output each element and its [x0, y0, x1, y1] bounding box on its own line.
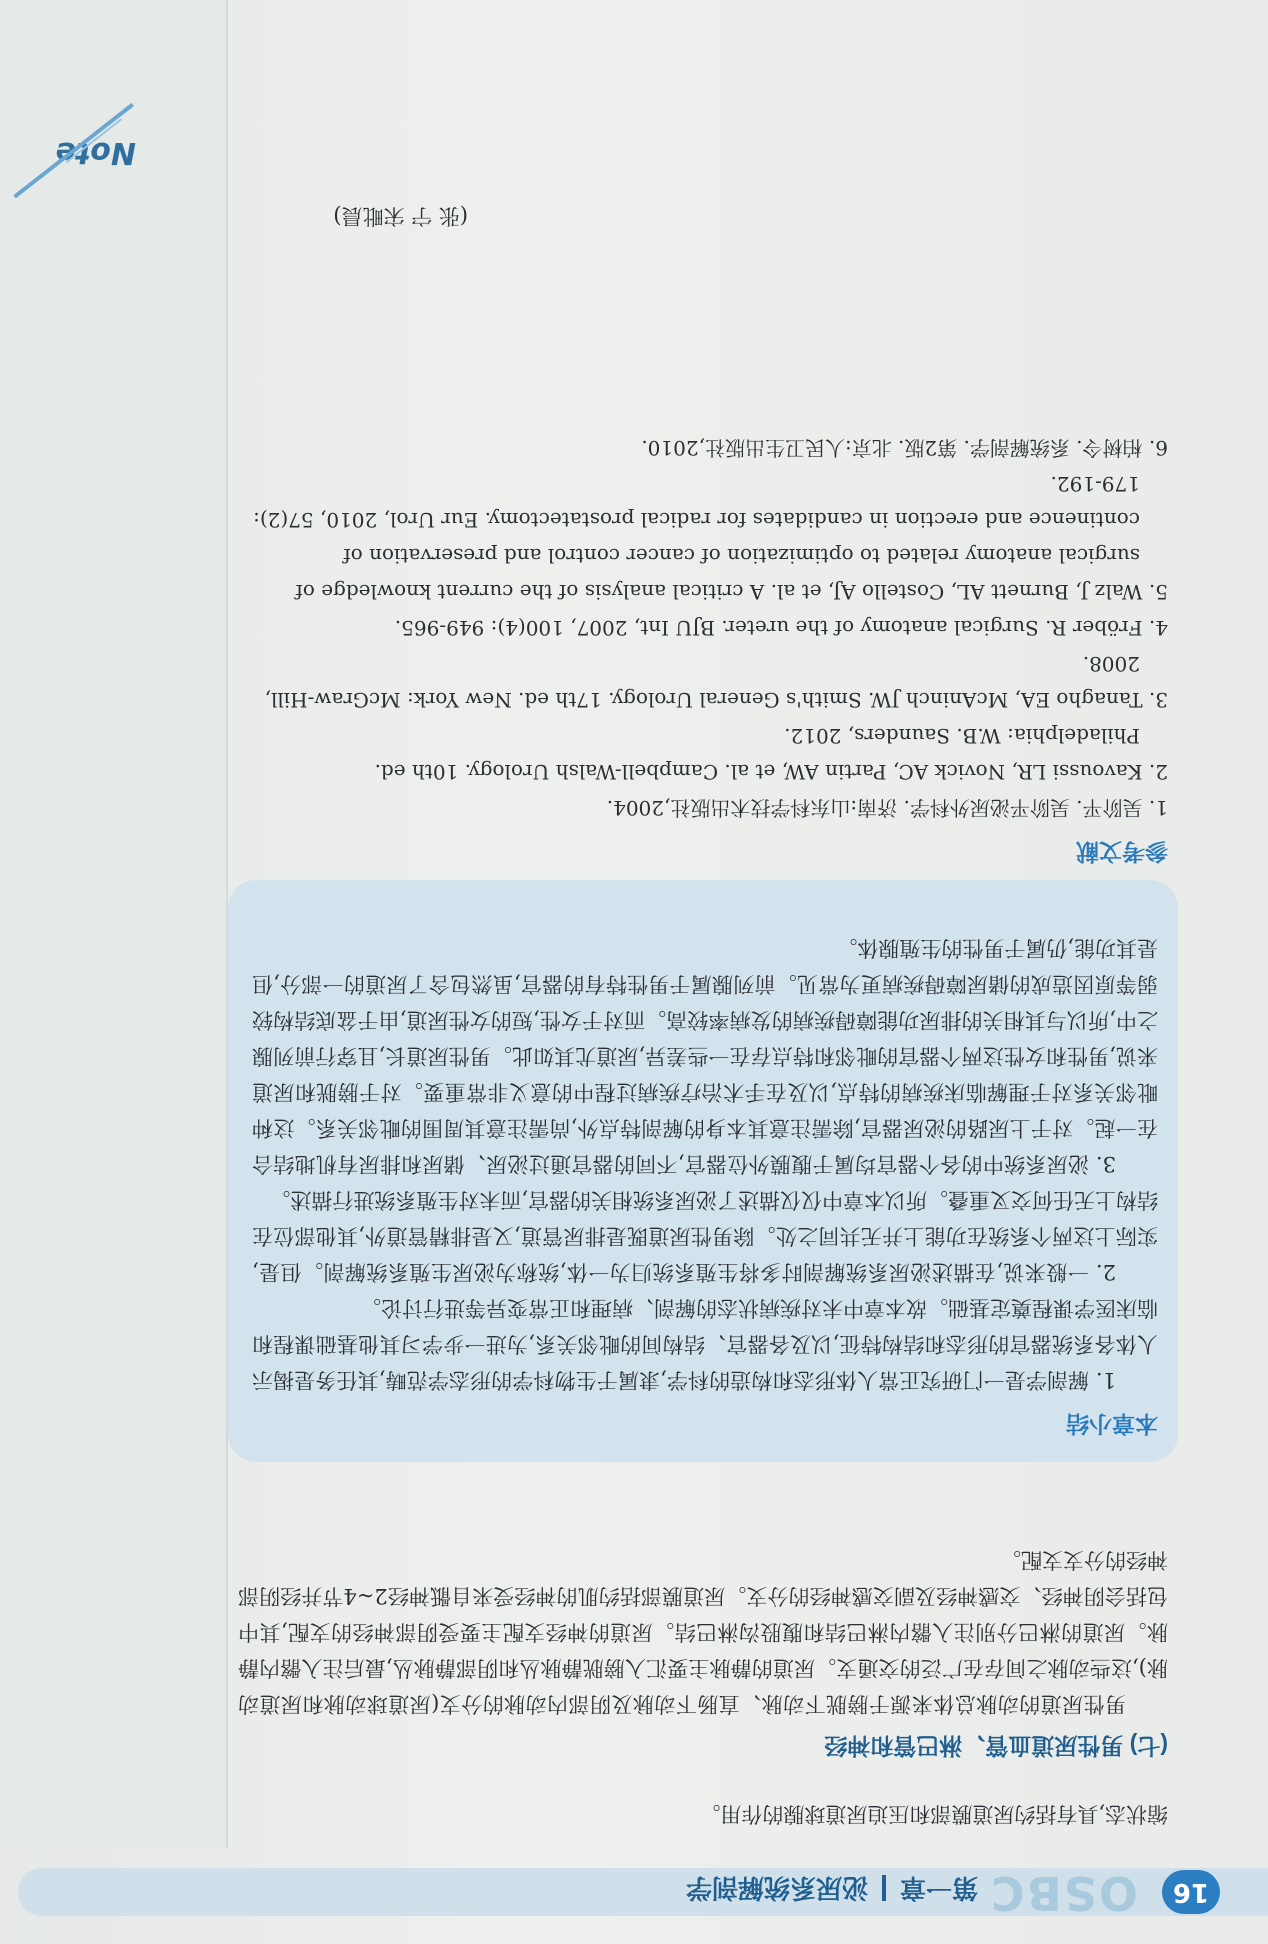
chapter-name: 泌尿系统解剖学	[685, 1873, 868, 1903]
series-logo: OSBC	[988, 1866, 1138, 1920]
reference-list	[238, 430, 1168, 826]
note-label: Note	[55, 135, 136, 170]
reference-item: 5. Walz J, Burnett AL, Costello AJ, et al. A critical analysis of the current knowledge of surgical anatomy related to optimization of cancer control and preservation of continence and erection in candidates for radical prostatectomy. Eur Urol, 2010, 57(2): 179-192.	[253, 472, 1168, 604]
section-paragraph: 男性尿道的动脉总体来源于膀胱下动脉、直肠下动脉及阴部内动脉的分支(尿道球动脉和尿道动脉),这些动脉之间存在广泛的交通支。尿道的静脉主要汇入膀胱静脉丛和阴部静脉丛,最后注入髂内静脉。尿道的淋巴分别注入髂内淋巴结和腹股沟淋巴结。尿道的神经支配主要受阴部神经的支配,其中包括会阴神经、交感神经及副交感神经的分支。尿道膜部括约肌的神经受来自骶神经2~4节并经阴部神经的分支支配。	[238, 1548, 1168, 1716]
intro-paragraph	[238, 1796, 1168, 1832]
chapter-title	[686, 1871, 978, 1908]
right-margin	[0, 0, 228, 1848]
summary-body	[252, 930, 1158, 1398]
reference-item: 3. Tanagho EA, McAninch JW. Smith's General Urology. 17th ed. New York: McGraw-Hill, 2008.	[264, 652, 1168, 712]
chapter-label: 第一章	[899, 1873, 978, 1903]
page-number: 16	[1162, 1870, 1220, 1914]
chapter-separator	[882, 1875, 886, 1901]
summary-title: 本章小结	[1066, 1411, 1158, 1437]
reference-item: 2. Kavoussi LR, Novick AC, Partin AW, et al. Campbell-Walsh Urology. 10th ed. Philadelphia: W.B. Saunders, 2012.	[374, 724, 1168, 784]
reference-item: 4. Fröber R. Surgical anatomy of the ureter. BJU Int, 2007, 100(4): 949-965.	[394, 616, 1168, 640]
intro-text: 缩状态,具有括约尿道膜部和压迫尿道球腺的作用。	[699, 1802, 1168, 1826]
reference-item: 1. 吴阶平. 吴阶平泌尿外科学. 济南:山东科学技术出版社,2004.	[606, 796, 1168, 820]
note-badge	[18, 104, 148, 184]
chapter-authors: (张 宁 宋毗晨)	[333, 204, 468, 228]
references-title: 参考文献	[1076, 839, 1168, 865]
summary-paragraph: 3. 泌尿系统中的各个器官均属于腹膜外位器官,不同的器官通过泌尿、储尿和排尿有机地结合在一起。对于上尿路的泌尿器官,除需注意其本身的解剖特点外,尚需注意其周围的毗邻关系。这种毗邻关系对于理解临床疾病的特点,以及在手术治疗疾病过程中的意义非常重要。对于膀胱和尿道来说,男性和女性这两个器官的毗邻和特点存在一些差异,尿道尤其如此。男性尿道长,且穿行前列腺之中,所以与其相关的排尿功能障碍疾病的发病率较高。而对于女性,短的女性尿道,由于盆底结构较弱等原因造成的储尿障碍疾病更为常见。前列腺属于男性特有的器官,虽然包含了尿道的一部分,但是其功能,仍属于男性的生殖腺体。	[252, 936, 1158, 1176]
summary-paragraph: 2. 一般来说,在描述泌尿系统解剖时多将生殖系统归为一体,统称为泌尿生殖系统解剖。但是,实际上这两个系统在功能上并无共同之处。除男性尿道既是排尿管道,又是排精管道外,其他部位在结构上无任何交叉重叠。所以本章中仅仅描述了泌尿系统相关的器官,而未对生殖系统进行描述。	[252, 1188, 1158, 1284]
section-body	[238, 1542, 1168, 1722]
reference-item: 6. 柏树令. 系统解剖学. 第2版. 北京:人民卫生出版社,2010.	[641, 436, 1168, 460]
summary-paragraph: 1. 解剖学是一门研究正常人体形态和构造的科学,隶属于生物科学的形态学范畴,其任务是揭示人体各系统器官的形态和结构特征,以及各器官、结构间的毗邻关系,为进一步学习其他基础课程和临床医学课程奠定基础。故本章中未对疾病状态的解剖、病理和正常变异等进行讨论。	[252, 1296, 1158, 1392]
page-header	[0, 1848, 1268, 1944]
section-heading: (七) 男性尿道血管、淋巴管和神经	[824, 1733, 1168, 1759]
chapter-summary-box	[228, 880, 1178, 1462]
